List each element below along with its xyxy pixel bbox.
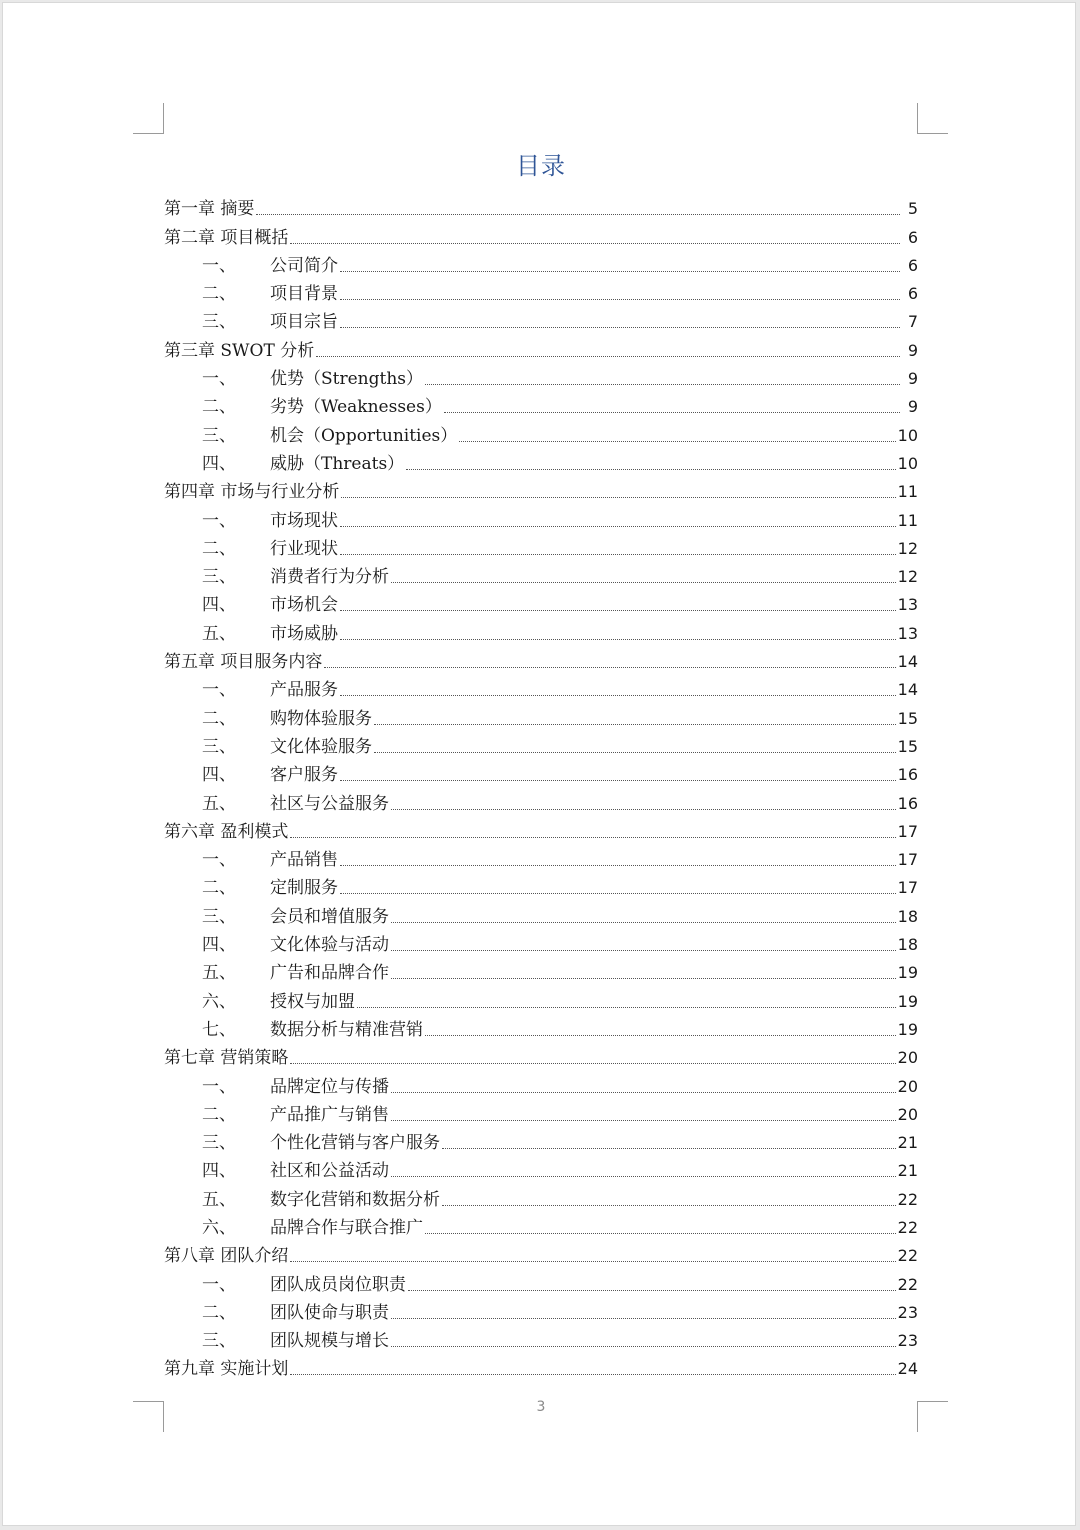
toc-page-number: 13 xyxy=(897,623,918,643)
toc-entry-number: 四、 xyxy=(202,765,236,786)
toc-dot-leader xyxy=(391,1119,896,1121)
toc-entry-label: 第四章 市场与行业分析 xyxy=(164,482,340,503)
toc-entry-number: 三、 xyxy=(202,312,236,333)
toc-entry-label: 威胁（Threats） xyxy=(270,453,405,474)
toc-entry-label: 项目背景 xyxy=(270,284,338,305)
toc-page-number: 11 xyxy=(897,482,918,502)
toc-dot-leader xyxy=(340,270,900,272)
toc-section-entry[interactable] xyxy=(164,1181,918,1209)
toc-entry-number: 二、 xyxy=(202,708,236,729)
toc-dot-leader xyxy=(340,609,896,611)
toc-section-entry[interactable] xyxy=(164,1266,918,1294)
toc-entry-label: 第九章 实施计划 xyxy=(164,1359,289,1380)
toc-entry-label: 数字化营销和数据分析 xyxy=(270,1189,440,1210)
toc-entry-number: 三、 xyxy=(202,906,236,927)
toc-entry-number: 一、 xyxy=(202,680,236,701)
toc-entry-label: 品牌合作与联合推广 xyxy=(270,1217,423,1238)
toc-entry-label: 市场威胁 xyxy=(270,623,338,644)
toc-entry-label: 团队成员岗位职责 xyxy=(270,1274,406,1295)
toc-entry-label: 文化体验服务 xyxy=(270,736,372,757)
toc-page-number: 18 xyxy=(897,906,918,926)
toc-dot-leader xyxy=(340,779,896,781)
toc-entry-number: 一、 xyxy=(202,1076,236,1097)
toc-dot-leader xyxy=(340,694,896,696)
toc-page-number: 17 xyxy=(897,821,918,841)
toc-page-number: 20 xyxy=(897,1076,918,1096)
toc-page-number: 12 xyxy=(897,538,918,558)
toc-section-entry[interactable] xyxy=(164,842,918,870)
toc-entry-number: 一、 xyxy=(202,255,236,276)
toc-chapter-entry[interactable] xyxy=(164,1238,918,1266)
toc-dot-leader xyxy=(391,1345,896,1347)
toc-entry-number: 三、 xyxy=(202,736,236,757)
toc-page-number: 10 xyxy=(897,425,918,445)
toc-dot-leader xyxy=(442,1204,896,1206)
toc-dot-leader xyxy=(442,1147,896,1149)
toc-entry-number: 二、 xyxy=(202,878,236,899)
toc-section-entry[interactable] xyxy=(164,389,918,417)
toc-entry-number: 三、 xyxy=(202,425,236,446)
toc-entry-label: 市场现状 xyxy=(270,510,338,531)
toc-dot-leader xyxy=(290,1062,895,1064)
toc-entry-label: 行业现状 xyxy=(270,538,338,559)
toc-section-entry[interactable] xyxy=(164,700,918,728)
table-of-contents xyxy=(164,191,918,1379)
toc-page-number: 17 xyxy=(897,850,918,870)
toc-chapter-entry[interactable] xyxy=(164,474,918,502)
toc-dot-leader xyxy=(425,383,900,385)
toc-chapter-entry[interactable] xyxy=(164,814,918,842)
toc-entry-number: 一、 xyxy=(202,850,236,871)
toc-page-number: 10 xyxy=(897,453,918,473)
document-page xyxy=(2,2,1076,1526)
toc-dot-leader xyxy=(340,525,896,527)
toc-entry-label: 劣势（Weaknesses） xyxy=(270,397,442,418)
crop-mark-top-left xyxy=(133,103,164,134)
toc-entry-label: 会员和增值服务 xyxy=(270,906,389,927)
toc-entry-number: 四、 xyxy=(202,1161,236,1182)
toc-page-number: 19 xyxy=(897,991,918,1011)
toc-entry-label: 第八章 团队介绍 xyxy=(164,1246,289,1267)
toc-page-number: 19 xyxy=(897,963,918,983)
toc-entry-label: 个性化营销与客户服务 xyxy=(270,1133,440,1154)
toc-entry-label: 公司简介 xyxy=(270,255,338,276)
toc-entry-label: 优势（Strengths） xyxy=(270,369,423,390)
toc-entry-label: 客户服务 xyxy=(270,765,338,786)
toc-page-number: 9 xyxy=(907,369,918,389)
toc-title: 目录 xyxy=(516,152,566,180)
toc-dot-leader xyxy=(444,411,900,413)
toc-entry-label: 文化体验与活动 xyxy=(270,935,389,956)
toc-chapter-entry[interactable] xyxy=(164,332,918,360)
toc-dot-leader xyxy=(425,1034,896,1036)
toc-section-entry[interactable] xyxy=(164,898,918,926)
toc-dot-leader xyxy=(290,1373,895,1375)
toc-dot-leader xyxy=(406,468,895,470)
toc-entry-number: 三、 xyxy=(202,1133,236,1154)
toc-section-entry[interactable] xyxy=(164,927,918,955)
toc-chapter-entry[interactable] xyxy=(164,1351,918,1379)
toc-section-entry[interactable] xyxy=(164,248,918,276)
toc-chapter-entry[interactable] xyxy=(164,1040,918,1068)
toc-entry-number: 五、 xyxy=(202,793,236,814)
toc-page-number: 22 xyxy=(897,1217,918,1237)
page-number: 3 xyxy=(536,1399,546,1415)
toc-entry-number: 五、 xyxy=(202,623,236,644)
toc-section-entry[interactable] xyxy=(164,1125,918,1153)
toc-dot-leader xyxy=(290,836,895,838)
toc-page-number: 13 xyxy=(897,595,918,615)
toc-entry-label: 第七章 营销策略 xyxy=(164,1048,289,1069)
toc-page-number: 6 xyxy=(907,255,918,275)
toc-section-entry[interactable] xyxy=(164,870,918,898)
toc-page-number: 12 xyxy=(897,567,918,587)
toc-dot-leader xyxy=(324,666,895,668)
toc-entry-label: 广告和品牌合作 xyxy=(270,963,389,984)
toc-page-number: 22 xyxy=(897,1189,918,1209)
toc-section-entry[interactable] xyxy=(164,531,918,559)
toc-entry-label: 社区与公益服务 xyxy=(270,793,389,814)
toc-section-entry[interactable] xyxy=(164,1153,918,1181)
toc-dot-leader xyxy=(290,242,900,244)
toc-entry-number: 六、 xyxy=(202,1217,236,1238)
toc-page-number: 15 xyxy=(897,736,918,756)
toc-section-entry[interactable] xyxy=(164,502,918,530)
toc-page-number: 21 xyxy=(897,1133,918,1153)
toc-page-number: 17 xyxy=(897,878,918,898)
toc-section-entry[interactable] xyxy=(164,1012,918,1040)
toc-entry-label: 定制服务 xyxy=(270,878,338,899)
toc-section-entry[interactable] xyxy=(164,1210,918,1238)
toc-dot-leader xyxy=(340,298,900,300)
toc-section-entry[interactable] xyxy=(164,559,918,587)
toc-entry-number: 六、 xyxy=(202,991,236,1012)
toc-dot-leader xyxy=(391,1317,896,1319)
toc-entry-number: 四、 xyxy=(202,453,236,474)
toc-entry-number: 一、 xyxy=(202,510,236,531)
toc-entry-label: 市场机会 xyxy=(270,595,338,616)
toc-dot-leader xyxy=(391,808,896,810)
toc-entry-label: 第二章 项目概括 xyxy=(164,227,289,248)
toc-dot-leader xyxy=(340,326,900,328)
toc-chapter-entry[interactable] xyxy=(164,191,918,219)
toc-section-entry[interactable] xyxy=(164,417,918,445)
toc-section-entry[interactable] xyxy=(164,672,918,700)
toc-dot-leader xyxy=(290,1260,895,1262)
toc-page-number: 20 xyxy=(897,1104,918,1124)
toc-page-number: 5 xyxy=(907,199,918,219)
toc-section-entry[interactable] xyxy=(164,983,918,1011)
toc-entry-label: 项目宗旨 xyxy=(270,312,338,333)
toc-entry-label: 第六章 盈利模式 xyxy=(164,821,289,842)
toc-entry-number: 二、 xyxy=(202,538,236,559)
toc-entry-number: 一、 xyxy=(202,1274,236,1295)
toc-dot-leader xyxy=(340,892,896,894)
toc-dot-leader xyxy=(374,751,896,753)
toc-page-number: 19 xyxy=(897,1019,918,1039)
toc-page-number: 23 xyxy=(897,1331,918,1351)
toc-dot-leader xyxy=(391,949,896,951)
toc-page-number: 14 xyxy=(897,652,918,672)
toc-section-entry[interactable] xyxy=(164,1097,918,1125)
toc-entry-label: 机会（Opportunities） xyxy=(270,425,458,446)
toc-entry-label: 购物体验服务 xyxy=(270,708,372,729)
toc-dot-leader xyxy=(391,581,896,583)
toc-dot-leader xyxy=(425,1232,896,1234)
toc-page-number: 23 xyxy=(897,1302,918,1322)
toc-section-entry[interactable] xyxy=(164,757,918,785)
toc-dot-leader xyxy=(391,1175,896,1177)
toc-entry-number: 四、 xyxy=(202,935,236,956)
toc-page-number: 20 xyxy=(897,1048,918,1068)
toc-dot-leader xyxy=(391,921,896,923)
toc-entry-label: 团队使命与职责 xyxy=(270,1302,389,1323)
toc-section-entry[interactable] xyxy=(164,1295,918,1323)
toc-page-number: 6 xyxy=(907,227,918,247)
toc-dot-leader xyxy=(357,1006,896,1008)
toc-entry-number: 四、 xyxy=(202,595,236,616)
toc-entry-label: 数据分析与精准营销 xyxy=(270,1019,423,1040)
toc-dot-leader xyxy=(408,1289,896,1291)
toc-entry-label: 第一章 摘要 xyxy=(164,199,255,220)
toc-page-number: 7 xyxy=(907,312,918,332)
toc-dot-leader xyxy=(256,213,900,215)
toc-page-number: 6 xyxy=(907,284,918,304)
toc-page-number: 15 xyxy=(897,708,918,728)
toc-entry-number: 二、 xyxy=(202,1104,236,1125)
toc-dot-leader xyxy=(374,723,896,725)
toc-entry-label: 社区和公益活动 xyxy=(270,1161,389,1182)
toc-chapter-entry[interactable] xyxy=(164,219,918,247)
toc-entry-number: 三、 xyxy=(202,567,236,588)
toc-section-entry[interactable] xyxy=(164,729,918,757)
toc-section-entry[interactable] xyxy=(164,276,918,304)
toc-section-entry[interactable] xyxy=(164,361,918,389)
toc-entry-label: 消费者行为分析 xyxy=(270,567,389,588)
toc-entry-number: 七、 xyxy=(202,1019,236,1040)
toc-page-number: 9 xyxy=(907,340,918,360)
toc-page-number: 16 xyxy=(897,793,918,813)
toc-section-entry[interactable] xyxy=(164,304,918,332)
toc-chapter-entry[interactable] xyxy=(164,644,918,672)
toc-dot-leader xyxy=(340,553,896,555)
toc-entry-number: 二、 xyxy=(202,284,236,305)
toc-section-entry[interactable] xyxy=(164,955,918,983)
toc-section-entry[interactable] xyxy=(164,615,918,643)
toc-dot-leader xyxy=(391,977,896,979)
toc-page-number: 11 xyxy=(897,510,918,530)
toc-entry-label: 产品服务 xyxy=(270,680,338,701)
toc-section-entry[interactable] xyxy=(164,587,918,615)
toc-page-number: 21 xyxy=(897,1161,918,1181)
toc-entry-label: 产品销售 xyxy=(270,850,338,871)
toc-entry-label: 授权与加盟 xyxy=(270,991,355,1012)
toc-page-number: 24 xyxy=(897,1359,918,1379)
toc-entry-label: 品牌定位与传播 xyxy=(270,1076,389,1097)
crop-mark-top-right xyxy=(917,103,948,134)
toc-section-entry[interactable] xyxy=(164,785,918,813)
toc-entry-label: 第三章 SWOT 分析 xyxy=(164,340,315,361)
toc-page-number: 9 xyxy=(907,397,918,417)
toc-dot-leader xyxy=(391,1091,896,1093)
toc-entry-number: 二、 xyxy=(202,1302,236,1323)
toc-page-number: 22 xyxy=(897,1274,918,1294)
toc-entry-number: 二、 xyxy=(202,397,236,418)
toc-dot-leader xyxy=(340,864,896,866)
toc-dot-leader xyxy=(341,496,895,498)
toc-section-entry[interactable] xyxy=(164,1323,918,1351)
toc-entry-label: 团队规模与增长 xyxy=(270,1331,389,1352)
toc-entry-label: 第五章 项目服务内容 xyxy=(164,652,323,673)
toc-dot-leader xyxy=(316,355,900,357)
toc-page-number: 22 xyxy=(897,1246,918,1266)
toc-section-entry[interactable] xyxy=(164,446,918,474)
toc-entry-label: 产品推广与销售 xyxy=(270,1104,389,1125)
toc-dot-leader xyxy=(340,638,896,640)
toc-section-entry[interactable] xyxy=(164,1068,918,1096)
toc-entry-number: 一、 xyxy=(202,369,236,390)
toc-page-number: 16 xyxy=(897,765,918,785)
toc-entry-number: 三、 xyxy=(202,1331,236,1352)
toc-entry-number: 五、 xyxy=(202,963,236,984)
toc-page-number: 18 xyxy=(897,935,918,955)
toc-dot-leader xyxy=(459,440,895,442)
toc-page-number: 14 xyxy=(897,680,918,700)
toc-entry-number: 五、 xyxy=(202,1189,236,1210)
